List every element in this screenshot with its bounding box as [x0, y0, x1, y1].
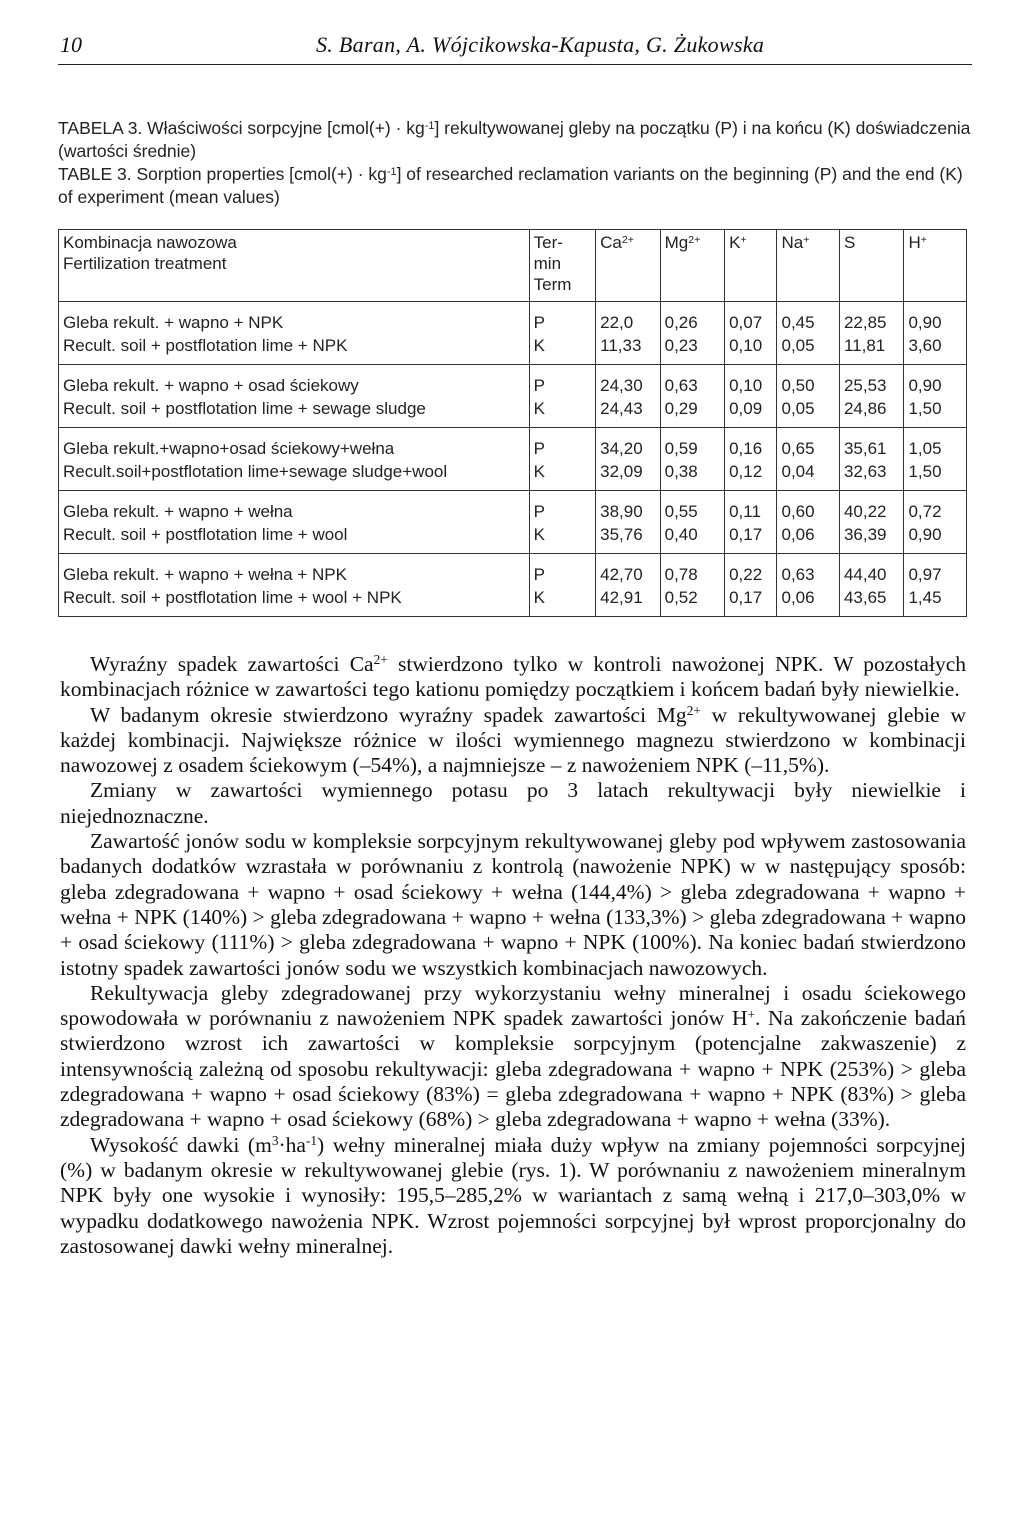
header-ca: $Ca^{2+}$	[596, 230, 660, 302]
paragraph: Rekultywacja gleby zdegradowanej przy wykorzystaniu wełny mineralnej i osadu ściekowego spowodowała w porównaniu z nawożeniem NPK spadek zawartości jonów H+. Na zakończenie badań stwierdzono wzrost ich zawartości w kompleksie sorpcyjnym (potencjalne zakwaszenie) z intensywnością zależną od sposobu rekultywacji: gleba zdegradowana + wapno + NPK (253%) > gleba zdegradowana + wapno + osad ściekowy (83%) = gleba zdegradowana + wapno + NPK (83%) > gleba zdegradowana + wapno + osad ściekowy (68%) > gleba zdegradowana + wapno + wełna (33%).	[60, 980, 966, 1132]
table-row: Gleba rekult. + wapno + wełna P 38,90 0,55 0,11 0,60 40,22 0,72	[59, 491, 967, 524]
table-row: Recult. soil + postflotation lime + wool + NPK K 42,91 0,52 0,17 0,06 43,65 1,45	[59, 586, 967, 617]
table-header-row	[59, 230, 967, 302]
table-row: Gleba rekult. + wapno + osad ściekowy P 24,30 0,63 0,10 0,50 25,53 0,90	[59, 365, 967, 398]
table-caption-english: TABLE 3. Sorption properties [cmol(+) · $kg^{-1}$] of researched reclamation variants on the beginning (P) and the end (K) of experiment (mean values)	[58, 164, 963, 207]
paragraph: Wyraźny spadek zawartości $Ca^{2+}$ stwierdzono tylko w kontroli nawożonej NPK. W pozostałych kombinacjach różnice w zawartości tego kationu pomiędzy początkiem i końcem badań były niewielkie.	[60, 652, 966, 702]
table-row: Gleba rekult.+wapno+osad ściekowy+wełna P 34,20 0,59 0,16 0,65 35,61 1,05	[59, 428, 967, 461]
paragraph: Zmiany w zawartości wymiennego potasu po 3 latach rekultywacji były niewielkie i niejednoznaczne.	[60, 778, 966, 828]
header-s: S	[839, 230, 903, 302]
table-caption-polish: TABELA 3. Właściwości sorpcyjne [cmol(+) · $kg^{-1}$] rekultywowanej gleby na początku (P) i na końcu (K) doświadczenia (wartości średnie)	[58, 118, 971, 161]
header-term: Ter- min Term	[529, 230, 596, 302]
table-row: Gleba rekult. + wapno + wełna + NPK P 42,70 0,78 0,22 0,63 44,40 0,97	[59, 554, 967, 587]
body-text	[60, 652, 966, 1259]
table-group	[59, 302, 967, 365]
running-header-authors: S. Baran, A. Wójcikowska-Kapusta, G. Żukowska	[316, 32, 765, 57]
header-k: K+	[725, 230, 777, 302]
table-row: Recult. soil + postflotation lime + sewage sludge K 24,43 0,29 0,09 0,05 24,86 1,50	[59, 397, 967, 428]
table-group	[59, 491, 967, 554]
header-mg: $Mg^{2+}$	[660, 230, 724, 302]
table-group	[59, 365, 967, 428]
table-row: Recult.soil+postflotation lime+sewage sludge+wool K 32,09 0,38 0,12 0,04 32,63 1,50	[59, 460, 967, 491]
paragraph: W badanym okresie stwierdzono wyraźny spadek zawartości $Mg^{2+}$ w rekultywowanej glebie w każdej kombinacji. Największe różnice w ilości wymiennego magnezu stwierdzono w kombinacji nawozowej z osadem ściekowym (–54%), a najmniejsze – z nawożeniem NPK (–11,5%).	[60, 702, 966, 778]
header-treatment: Kombinacja nawozowa Fertilization treatment	[59, 230, 530, 302]
paragraph: Wysokość dawki $(m^3\cdot ha^{-1})$ wełny mineralnej miała duży wpływ na zmiany pojemności sorpcyjnej (%) w badanym okresie w rekultywowanej glebie (rys. 1). W porównaniu z nawożeniem mineralnym NPK były one wysokie i wynosiły: 195,5–285,2% w wariantach z samą wełną i 217,0–303,0% w wypadku dodatkowego nawożenia NPK. Wzrost pojemności sorpcyjnej był wprost proporcjonalny do zastosowanej dawki wełny mineralnej.	[60, 1132, 966, 1258]
header-na: Na+	[777, 230, 839, 302]
page-number: 10	[60, 32, 82, 57]
table-caption	[58, 117, 973, 209]
table-row: Recult. soil + postflotation lime + NPK K 11,33 0,23 0,10 0,05 11,81 3,60	[59, 334, 967, 365]
table-row: Gleba rekult. + wapno + NPK P 22,0 0,26 0,07 0,45 22,85 0,90	[59, 302, 967, 335]
table-row: Recult. soil + postflotation lime + wool K 35,76 0,40 0,17 0,06 36,39 0,90	[59, 523, 967, 554]
header-h: H+	[904, 230, 967, 302]
running-header	[58, 30, 972, 65]
table-group	[59, 428, 967, 491]
sorption-table	[58, 229, 967, 617]
table-group	[59, 554, 967, 617]
paragraph: Zawartość jonów sodu w kompleksie sorpcyjnym rekultywowanej gleby pod wpływem zastosowania badanych dodatków wzrastała w porównaniu z kontrolą (nawożenie NPK) w w następujący sposób: gleba zdegradowana + wapno + osad ściekowy + wełna (144,4%) > gleba zdegradowana + wapno + wełna + NPK (140%) > gleba zdegradowana + wapno + wełna (133,3%) > gleba zdegradowana + wapno + osad ściekowy (111%) > gleba zdegradowana + wapno + NPK (100%). Na koniec badań stwierdzono istotny spadek zawartości jonów sodu we wszystkich kombinacjach nawozowych.	[60, 829, 966, 980]
